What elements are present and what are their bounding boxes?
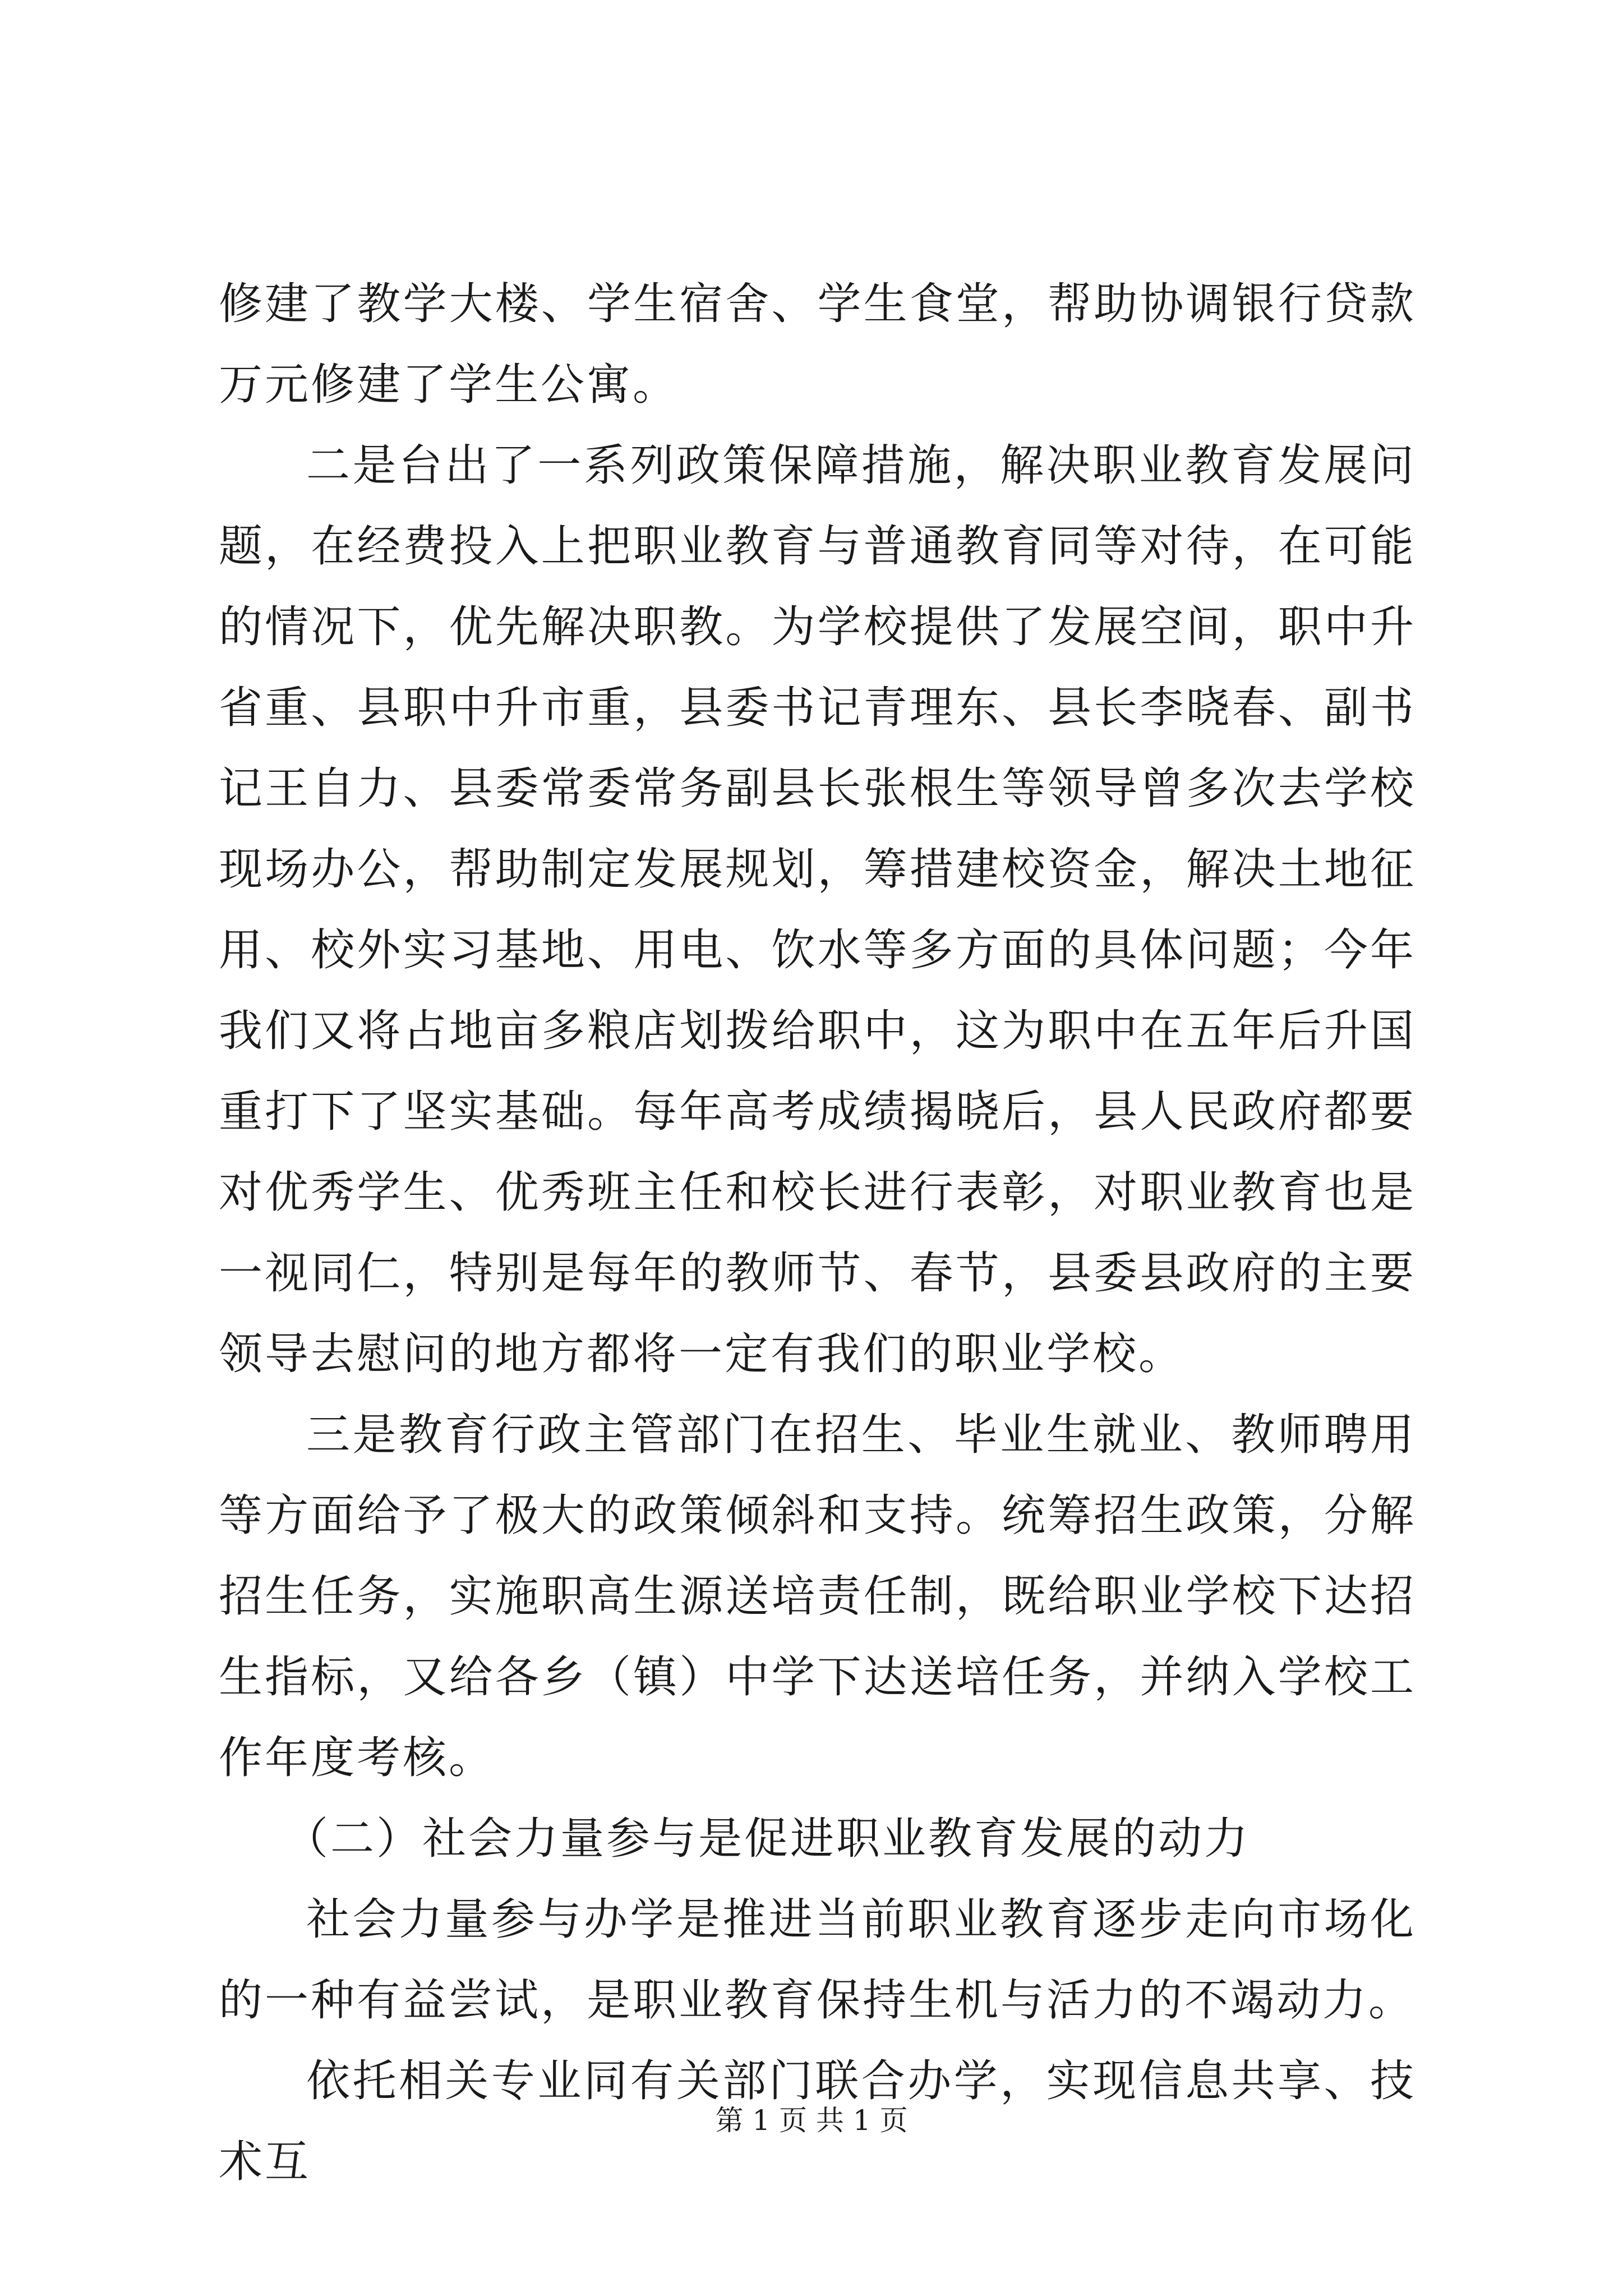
document-body xyxy=(219,264,1416,2202)
paragraph-education-department: 三是教育行政主管部门在招生、毕业生就业、教师聘用等方面给予了极大的政策倾斜和支持。统筹招生政策，分解招生任务，实施职高生源送培责任制，既给职业学校下达招生指标，又给各乡（镇）中学下达送培任务，并纳入学校工作年度考核。 xyxy=(219,1410,1416,1783)
section-heading: （二）社会力量参与是促进职业教育发展的动力 xyxy=(284,1814,1251,1864)
paragraph-policy-measures: 二是台出了一系列政策保障措施，解决职业教育发展问题，在经费投入上把职业教育与普通教育同等对待，在可能的情况下，优先解决职教。为学校提供了发展空间，职中升省重、县职中升市重，县委书记青理东、县长李晓春、副书记王自力、县委常委常务副县长张根生等领导曾多次去学校现场办公，帮助制定发展规划，筹措建校资金，解决土地征用、校外实习基地、用电、饮水等多方面的具体问题；今年我们又将占地亩多粮店划拨给职中，这为职中在五年后升国重打下了坚实基础。每年高考成绩揭晓后，县人民政府都要对优秀学生、优秀班主任和校长进行表彰，对职业教育也是一视同仁，特别是每年的教师节、春节，县委县政府的主要领导去慰问的地方都将一定有我们的职业学校。 xyxy=(219,440,1416,1379)
paragraph-continuation: 修建了教学大楼、学生宿舍、学生食堂，帮助协调银行贷款万元修建了学生公寓。 xyxy=(219,279,1416,410)
paragraph-social-participation: 社会力量参与办学是推进当前职业教育逐步走向市场化的一种有益尝试，是职业教育保持生机与活力的不竭动力。 xyxy=(219,1894,1416,2026)
paragraph-joint-schooling: 依托相关专业同有关部门联合办学，实现信息共享、技术互 xyxy=(219,2056,1416,2187)
page-footer: 第 1 页 共 1 页 xyxy=(715,2104,908,2137)
